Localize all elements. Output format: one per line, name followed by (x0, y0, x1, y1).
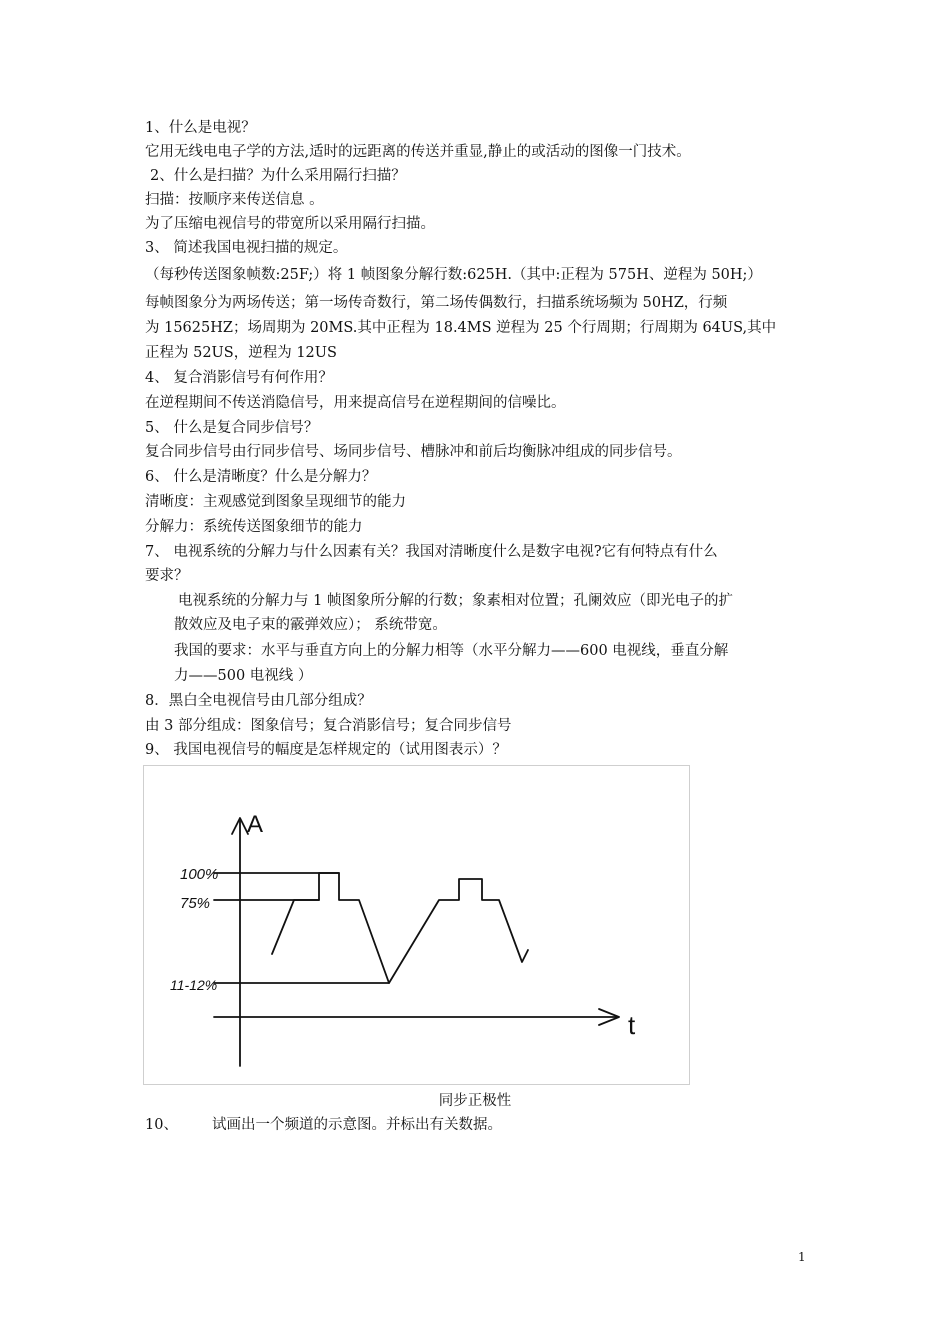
level-75-label: 75% (180, 895, 211, 912)
level-100-label: 100% (180, 866, 219, 883)
level-11-12-label: 11-12% (170, 977, 218, 993)
x-axis-label: t (628, 1010, 636, 1040)
q9-title: 9、 我国电视信号的幅度是怎样规定的（试用图表示）？ (145, 742, 507, 758)
q7-answer-3: 我国的要求：水平与垂直方向上的分解力相等（水平分解力——600 电视线，垂直分解 (174, 643, 729, 659)
signal-waveform (272, 873, 528, 983)
q7-title-2: 要求？ (145, 568, 189, 584)
q7-answer-1: 电视系统的分解力与 1 帧图象所分解的行数；象素相对位置；孔阑效应（即光电子的扩 (178, 593, 733, 609)
q6-title: 6、 什么是清晰度？什么是分解力？ (145, 469, 377, 485)
q6-answer-1: 清晰度：主观感觉到图象呈现细节的能力 (145, 494, 406, 510)
q3-answer-2: 每帧图象分为两场传送；第一场传奇数行，第二场传偶数行，扫描系统场频为 50HZ，行频 (145, 295, 728, 311)
q10-number: 10、 (145, 1117, 178, 1133)
figure-caption: 同步正极性 (438, 1093, 512, 1109)
q7-answer-4: 力——500 电视线 ） (174, 668, 313, 684)
q4-answer: 在逆程期间不传送消隐信号，用来提高信号在逆程期间的信噪比。 (145, 395, 566, 411)
q10-title: 试画出一个频道的示意图。并标出有关数据。 (212, 1117, 502, 1133)
q2-title: 2、什么是扫描？为什么采用隔行扫描？ (150, 168, 406, 184)
q7-title-1: 7、 电视系统的分解力与什么因素有关？我国对清晰度什么是数字电视?它有何特点有什么 (145, 544, 718, 560)
q8-answer: 由 3 部分组成：图象信号；复合消影信号；复合同步信号 (145, 718, 512, 734)
q8-title: 8．黑白全电视信号由几部分组成？ (145, 693, 372, 709)
q3-answer-4: 正程为 52US，逆程为 12US (145, 345, 337, 361)
page-number: 1 (798, 1250, 806, 1264)
q3-title: 3、 简述我国电视扫描的规定。 (145, 240, 348, 256)
q5-answer: 复合同步信号由行同步信号、场同步信号、槽脉冲和前后均衡脉冲组成的同步信号。 (145, 444, 682, 460)
q7-answer-2: 散效应及电子束的霰弹效应）； 系统带宽。 (174, 617, 447, 633)
q4-title: 4、 复合消影信号有何作用？ (145, 370, 333, 386)
q1-answer: 它用无线电电子学的方法,适时的远距离的传送并重显,静止的或活动的图像一门技术。 (145, 144, 691, 160)
q3-answer-3: 为 15625HZ；场周期为 20MS.其中正程为 18.4MS 逆程为 25 个行周期；行周期为 64US,其中 (145, 320, 777, 336)
signal-amplitude-figure (143, 765, 690, 1085)
y-axis-label: A (247, 811, 264, 838)
q3-answer-1: （每秒传送图象帧数:25F;）将 1 帧图象分解行数:625H.（其中:正程为 575H、逆程为 50H;） (145, 267, 762, 283)
q1-title: 1、什么是电视？ (145, 120, 256, 136)
q2-answer-2: 为了压缩电视信号的带宽所以采用隔行扫描。 (145, 216, 435, 232)
signal-diagram (144, 766, 689, 1084)
q2-answer-1: 扫描：按顺序来传送信息 。 (145, 192, 324, 208)
q6-answer-2: 分解力：系统传送图象细节的能力 (145, 519, 363, 535)
q5-title: 5、 什么是复合同步信号？ (145, 420, 319, 436)
